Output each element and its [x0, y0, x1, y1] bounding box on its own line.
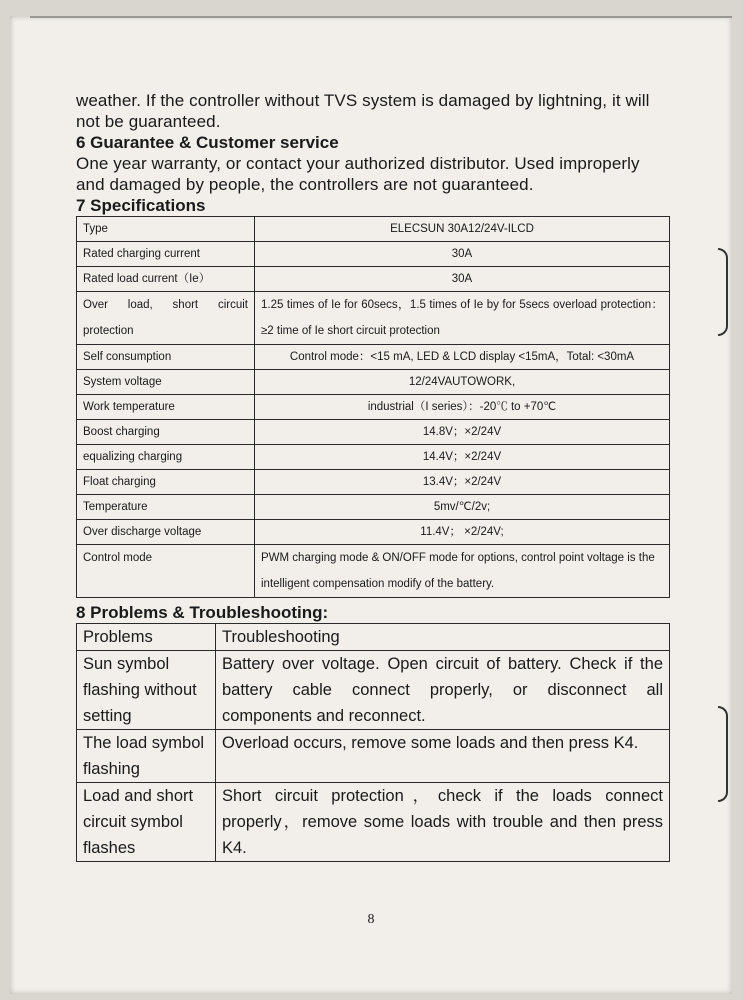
spec-label: Rated charging current	[77, 242, 255, 267]
spec-label: Rated load current（Ie）	[77, 267, 255, 292]
spec-label: System voltage	[77, 370, 255, 395]
problem-cell: Sun symbol flashing without setting	[77, 651, 216, 730]
spec-label: Over load, short circuit protection	[77, 292, 255, 345]
spec-label: Self consumption	[77, 345, 255, 370]
trouble-header-row	[77, 624, 670, 651]
spec-value: 13.4V；×2/24V	[255, 470, 670, 495]
problems-header: Problems	[77, 624, 216, 651]
trouble-row	[77, 730, 670, 783]
page-top-edge	[30, 16, 732, 18]
spec-label: Over discharge voltage	[77, 520, 255, 545]
spec-label: Type	[77, 217, 255, 242]
spec-row	[77, 370, 670, 395]
spec-row	[77, 292, 670, 345]
spec-row	[77, 420, 670, 445]
section6-heading: 6 Guarantee & Customer service	[76, 133, 339, 152]
spec-row	[77, 242, 670, 267]
binding-mark	[718, 706, 728, 802]
troubleshooting-header: Troubleshooting	[216, 624, 670, 651]
spec-row	[77, 267, 670, 292]
spec-row	[77, 545, 670, 598]
spec-value: industrial（I series）：-20℃ to +70℃	[255, 395, 670, 420]
trouble-row	[77, 651, 670, 730]
document-page	[10, 16, 732, 994]
solution-cell: Overload occurs, remove some loads and then press K4.	[216, 730, 670, 783]
page-content	[76, 90, 670, 862]
intro-text: weather. If the controller without TVS system is damaged by lightning, it will not be guaranteed.	[76, 91, 650, 131]
spec-row	[77, 395, 670, 420]
troubleshooting-table	[76, 623, 670, 862]
spec-value: 11.4V； ×2/24V;	[255, 520, 670, 545]
spec-row	[77, 345, 670, 370]
spec-label: Temperature	[77, 495, 255, 520]
spec-label: Control mode	[77, 545, 255, 598]
spec-row	[77, 217, 670, 242]
spec-value: 5mv/℃/2v;	[255, 495, 670, 520]
spec-value: Control mode：<15 mA, LED & LCD display <15mA，Total: <30mA	[255, 345, 670, 370]
binding-mark	[718, 248, 728, 336]
spec-value: 12/24VAUTOWORK,	[255, 370, 670, 395]
spec-value: 1.25 times of Ie for 60secs，1.5 times of Ie by for 5secs overload protection：≥2 time of Ie short circuit protection	[255, 292, 670, 345]
spec-value: 14.4V；×2/24V	[255, 445, 670, 470]
section6-text: One year warranty, or contact your authorized distributor. Used improperly and damaged by people, the controllers are not guaranteed.	[76, 154, 640, 194]
section7-heading: 7 Specifications	[76, 196, 206, 215]
solution-cell: Battery over voltage. Open circuit of battery. Check if the battery cable connect properly, or disconnect all components and reconnect.	[216, 651, 670, 730]
spec-value: 30A	[255, 267, 670, 292]
spec-value: 14.8V；×2/24V	[255, 420, 670, 445]
spec-row	[77, 495, 670, 520]
specifications-table	[76, 216, 670, 598]
spec-value: ELECSUN 30A12/24V-ILCD	[255, 217, 670, 242]
solution-cell: Short circuit protection，check if the loads connect properly，remove some loads with trouble and then press K4.	[216, 783, 670, 862]
problem-cell: The load symbol flashing	[77, 730, 216, 783]
trouble-row	[77, 783, 670, 862]
problem-cell: Load and short circuit symbol flashes	[77, 783, 216, 862]
spec-label: equalizing charging	[77, 445, 255, 470]
spec-label: Boost charging	[77, 420, 255, 445]
page-number: 8	[367, 912, 375, 927]
spec-row	[77, 520, 670, 545]
section8-heading: 8 Problems & Troubleshooting:	[76, 603, 329, 622]
spec-row	[77, 470, 670, 495]
spec-label: Work temperature	[77, 395, 255, 420]
spec-value: 30A	[255, 242, 670, 267]
spec-row	[77, 445, 670, 470]
spec-value: PWM charging mode & ON/OFF mode for options, control point voltage is the intelligent compensation modify of the battery.	[255, 545, 670, 598]
spec-label: Float charging	[77, 470, 255, 495]
